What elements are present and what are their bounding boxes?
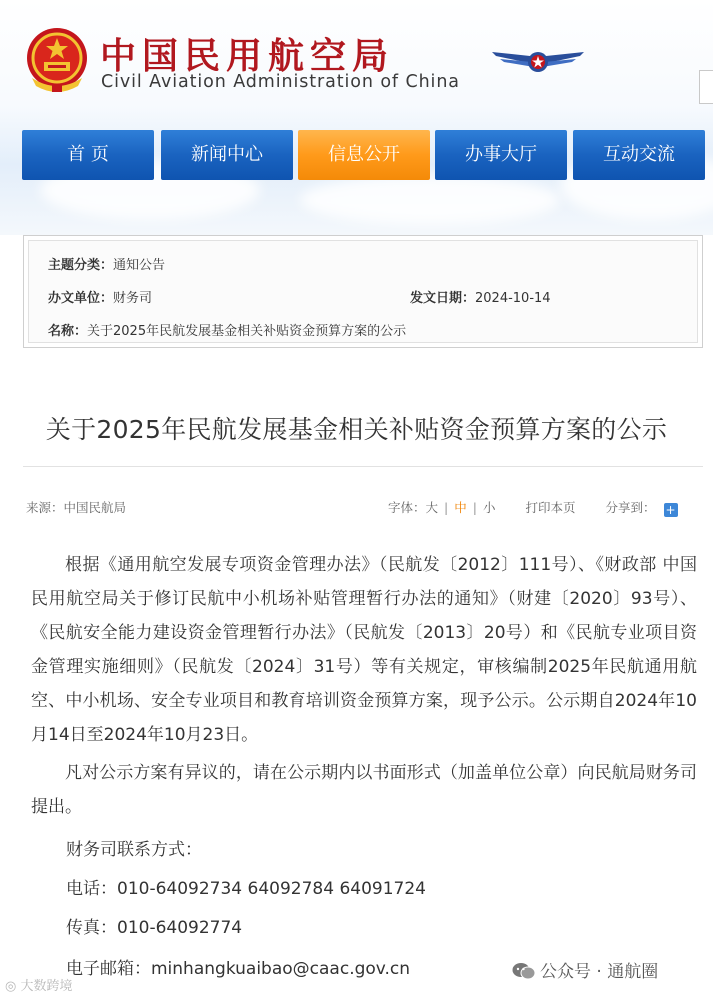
nav-item-news[interactable]: 新闻中心 [161, 130, 293, 180]
share-plus-icon[interactable]: + [665, 503, 676, 517]
article-title: 关于2025年民航发展基金相关补贴资金预算方案的公示 [45, 415, 668, 444]
wechat-icon [512, 962, 536, 980]
contact-phone: 电话：010-64092734 64092784 64091724 [66, 879, 426, 899]
article-source: 来源：中国民航局 [26, 500, 127, 515]
nav-item-info-disclosure[interactable]: 信息公开 [298, 130, 430, 180]
info-unit-label: 办文单位： [48, 291, 114, 306]
contact-title: 财务司联系方式： [66, 840, 202, 860]
separator: | [472, 500, 477, 515]
info-date [410, 287, 551, 306]
info-category-value: 通知公告 [113, 258, 166, 273]
info-unit-value: 财务司 [113, 291, 153, 306]
article-paragraph: 根据《通用航空发展专项资金管理办法》（民航发〔2012〕111号）、《财政部 中国民用航空局关于修订民航中小机场补贴管理暂行办法的通知》（财建〔2020〕93号）、《民航安全能力建设资金管理暂行办法》（民航发〔2013〕20号）和《民航专业项目资金管理实施细则》（民航发〔2024〕31号）等有关规定，审核编制2025年民航通用航空、中小机场、安全专业项目和教育培训资金预算方案，现予公示。公示期自2024年10月14日至2024年10月23日。 [31, 555, 697, 745]
watermark-left [5, 975, 73, 994]
site-header [0, 0, 713, 235]
watermark-left-text: 大数跨境 [20, 979, 73, 994]
article-paragraph: 凡对公示方案有异议的，请在公示期内以书面形式（加盖单位公章）向民航局财务司提出。 [31, 763, 697, 817]
site-title-en[interactable]: Civil Aviation Administration of China [101, 72, 460, 92]
info-unit [48, 287, 152, 306]
contact-email[interactable]: 电子邮箱：minhangkuaibao@caac.gov.cn [66, 959, 411, 979]
font-size-large-button[interactable]: 大 [425, 500, 439, 515]
nav-item-home[interactable]: 首 页 [22, 130, 154, 180]
share-label: 分享到： [605, 500, 656, 515]
site-title-cn[interactable]: 中国民用航空局 [100, 35, 395, 77]
caac-wings-logo-icon [490, 42, 586, 76]
info-name-value: 关于2025年民航发展基金相关补贴资金预算方案的公示 [87, 324, 407, 339]
nav-item-interaction[interactable]: 互动交流 [573, 130, 705, 180]
print-page-link[interactable]: 打印本页 [525, 500, 576, 515]
article-body [31, 548, 697, 824]
weibo-icon: ◎ [5, 979, 17, 994]
article-tools [388, 498, 678, 517]
info-name-label: 名称： [48, 324, 88, 339]
contact-fax: 传真：010-64092774 [66, 918, 243, 938]
font-size-label: 字体： [388, 500, 426, 515]
document-info-box [23, 235, 703, 348]
search-input[interactable] [699, 70, 713, 104]
separator: | [444, 500, 449, 515]
font-size-medium-button[interactable]: 中 [454, 500, 467, 515]
info-category [48, 254, 165, 273]
info-category-label: 主题分类： [48, 258, 114, 273]
info-date-label: 发文日期： [410, 291, 476, 306]
info-name [48, 320, 406, 339]
nav-item-service-hall[interactable]: 办事大厅 [435, 130, 567, 180]
info-date-value: 2024-10-14 [475, 291, 551, 306]
font-size-small-button[interactable]: 小 [482, 500, 496, 515]
national-emblem-icon [24, 24, 90, 94]
title-divider [23, 466, 703, 467]
watermark-right [512, 957, 658, 982]
watermark-right-text: 公众号 · 通航圈 [540, 962, 659, 982]
header-cloud [300, 175, 560, 225]
